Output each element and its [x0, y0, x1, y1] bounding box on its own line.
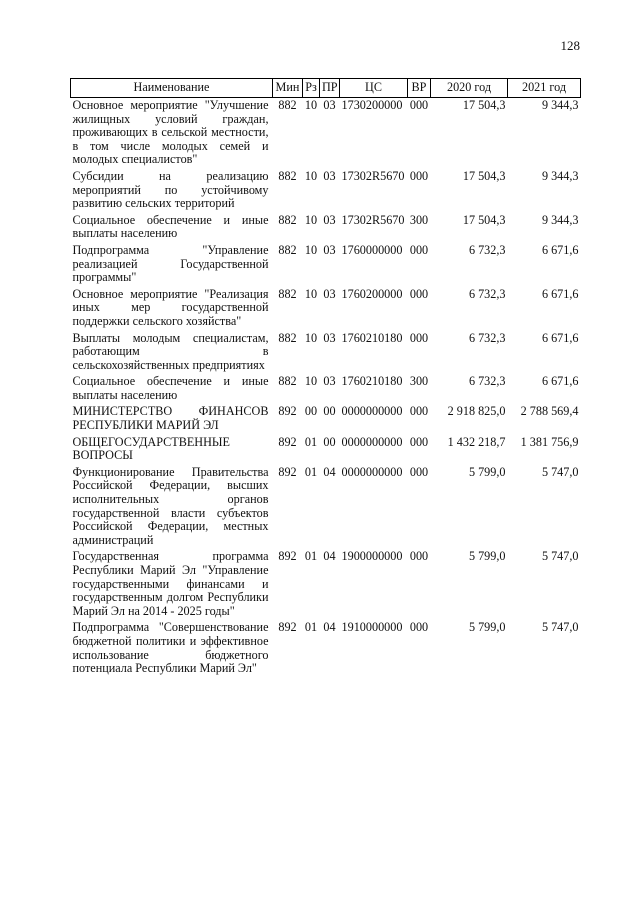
row-cs: 17302R5670 — [341, 168, 405, 183]
row-pr: 03 — [323, 374, 336, 389]
row-name: Социальное обеспечение и иные выплаты населению — [72, 212, 269, 241]
row-rz: 10 — [304, 98, 318, 112]
row-cs: 0000000000 — [341, 404, 403, 419]
table-row — [71, 169, 581, 213]
row-2020: 6 732,3 — [468, 286, 506, 301]
row-name: Основное мероприятие "Реализация иных мер государственной поддержки сельского хозяйства" — [72, 286, 269, 328]
row-min: 892 — [278, 464, 297, 479]
row-min: 892 — [278, 434, 297, 449]
row-rz: 00 — [304, 404, 318, 419]
row-pr: 03 — [323, 242, 336, 257]
row-vr: 000 — [409, 98, 429, 112]
row-rz: 10 — [304, 374, 318, 389]
row-min: 882 — [278, 168, 297, 183]
table-row — [71, 404, 581, 434]
header-vr: ВР — [408, 79, 431, 98]
row-vr: 000 — [409, 242, 429, 257]
row-2020: 5 799,0 — [468, 464, 506, 479]
table-row — [71, 374, 581, 404]
row-cs: 0000000000 — [341, 434, 403, 449]
row-2021: 9 344,3 — [541, 168, 579, 183]
table-body — [71, 98, 581, 678]
table-row — [71, 287, 581, 331]
row-name: Основное мероприятие "Улучшение жилищных условий граждан, проживающих в сельской местности, в том числе молодых семей и молодых специалистов" — [72, 98, 269, 167]
row-vr: 000 — [409, 549, 429, 564]
row-cs: 1730200000 — [341, 98, 403, 112]
row-cs: 1760200000 — [341, 286, 403, 301]
header-name: Наименование — [71, 79, 273, 98]
row-pr: 03 — [323, 98, 336, 112]
table-header — [71, 79, 581, 98]
row-rz: 10 — [304, 168, 318, 183]
table-row — [71, 331, 581, 375]
row-rz: 01 — [304, 620, 318, 635]
table-row — [71, 98, 581, 169]
row-2020: 5 799,0 — [468, 620, 506, 635]
row-pr: 03 — [323, 168, 336, 183]
row-2021: 2 788 569,4 — [520, 404, 579, 419]
row-name: Субсидии на реализацию мероприятий по устойчивому развитию сельских территорий — [72, 168, 269, 211]
row-rz: 01 — [304, 434, 318, 449]
row-rz: 10 — [304, 212, 318, 227]
row-2020: 6 732,3 — [468, 242, 506, 257]
row-name: ОБЩЕГОСУДАРСТВЕННЫЕ ВОПРОСЫ — [72, 434, 230, 463]
row-name: Социальное обеспечение и иные выплаты населению — [72, 374, 269, 402]
table-row — [71, 549, 581, 620]
row-cs: 0000000000 — [341, 464, 403, 479]
header-pr: ПР — [320, 79, 340, 98]
row-min: 882 — [278, 374, 297, 389]
table-row — [71, 435, 581, 465]
row-vr: 000 — [409, 464, 429, 479]
row-min: 882 — [278, 330, 297, 345]
row-2020: 1 432 218,7 — [447, 434, 506, 449]
row-2021: 6 671,6 — [541, 374, 579, 389]
row-name: МИНИСТЕРСТВО ФИНАНСОВ РЕСПУБЛИКИ МАРИЙ ЭЛ — [72, 404, 269, 433]
row-rz: 10 — [304, 286, 318, 301]
row-pr: 04 — [323, 464, 336, 479]
row-2021: 9 344,3 — [541, 98, 579, 112]
row-vr: 000 — [409, 620, 429, 635]
row-name: Выплаты молодым специалистам, работающим в сельскохозяйственных предприятиях — [72, 330, 269, 372]
row-2021: 6 671,6 — [541, 242, 579, 257]
row-2020: 17 504,3 — [462, 98, 506, 112]
row-2021: 5 747,0 — [541, 464, 579, 479]
row-name: Функционирование Правительства Российской Федерации, высших исполнительных органов государственной власти субъектов Российской Федерации, местных администраций — [72, 464, 269, 547]
row-min: 892 — [278, 404, 297, 419]
row-cs: 17302R5670 — [341, 212, 405, 227]
table-row — [71, 213, 581, 243]
page-number: 128 — [560, 38, 580, 53]
row-pr: 04 — [323, 549, 336, 564]
row-name: Государственная программа Республики Марий Эл "Управление государственными финансами и государственным долгом Республики Марий Эл на 2014 - 2025 годы" — [72, 549, 269, 618]
row-cs: 1910000000 — [341, 620, 403, 635]
row-rz: 10 — [304, 330, 318, 345]
row-min: 882 — [278, 212, 297, 227]
row-min: 882 — [278, 286, 297, 301]
row-rz: 10 — [304, 242, 318, 257]
row-2021: 6 671,6 — [541, 330, 579, 345]
row-vr: 000 — [409, 286, 429, 301]
table-row — [71, 620, 581, 677]
header-min: Мин — [273, 79, 303, 98]
row-rz: 01 — [304, 549, 318, 564]
row-vr: 300 — [409, 374, 429, 389]
row-rz: 01 — [304, 464, 318, 479]
row-pr: 00 — [323, 434, 336, 449]
header-rz: Рз — [303, 79, 320, 98]
row-2021: 9 344,3 — [541, 212, 579, 227]
row-vr: 300 — [409, 212, 429, 227]
row-2020: 17 504,3 — [462, 212, 506, 227]
row-2021: 5 747,0 — [541, 620, 579, 635]
row-2020: 6 732,3 — [468, 374, 506, 389]
row-cs: 1760210180 — [341, 374, 403, 389]
row-vr: 000 — [409, 404, 429, 419]
row-min: 882 — [278, 242, 297, 257]
row-2021: 5 747,0 — [541, 549, 579, 564]
table-row — [71, 465, 581, 550]
row-min: 882 — [278, 98, 297, 112]
row-name: Подпрограмма "Совершенствование бюджетной политики и эффективное использование бюджетного потенциала Республики Марий Эл" — [72, 620, 269, 676]
budget-table — [70, 78, 581, 678]
row-name: Подпрограмма "Управление реализацией Государственной программы" — [72, 242, 269, 285]
row-2020: 17 504,3 — [462, 168, 506, 183]
row-min: 892 — [278, 549, 297, 564]
row-2020: 2 918 825,0 — [447, 404, 506, 419]
row-2020: 5 799,0 — [468, 549, 506, 564]
row-pr: 03 — [323, 286, 336, 301]
row-cs: 1760000000 — [341, 242, 403, 257]
header-2021: 2021 год — [508, 79, 581, 98]
row-pr: 03 — [323, 212, 336, 227]
row-2021: 6 671,6 — [541, 286, 579, 301]
table-row — [71, 243, 581, 287]
row-cs: 1760210180 — [341, 330, 403, 345]
row-vr: 000 — [409, 168, 429, 183]
row-pr: 04 — [323, 620, 336, 635]
row-min: 892 — [278, 620, 297, 635]
header-2020: 2020 год — [431, 79, 508, 98]
header-cs: ЦС — [340, 79, 408, 98]
row-2020: 6 732,3 — [468, 330, 506, 345]
row-2021: 1 381 756,9 — [520, 434, 579, 449]
row-pr: 03 — [323, 330, 336, 345]
row-cs: 1900000000 — [341, 549, 403, 564]
row-vr: 000 — [409, 434, 429, 449]
row-pr: 00 — [323, 404, 336, 419]
row-vr: 000 — [409, 330, 429, 345]
